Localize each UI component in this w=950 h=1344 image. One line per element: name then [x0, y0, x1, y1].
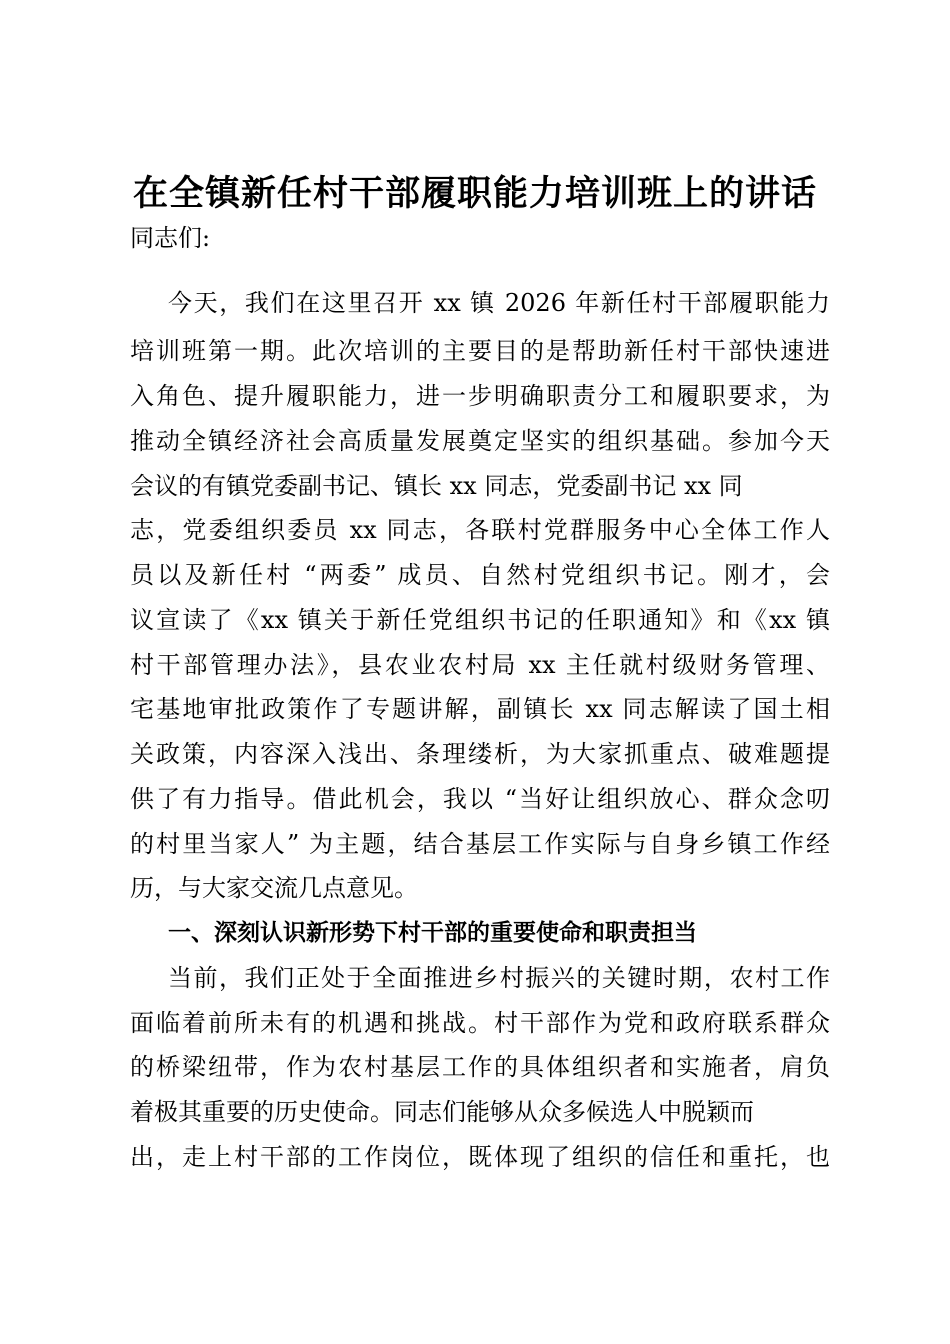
paragraph-line: 的村里当家人” 为主题，结合基层工作实际与自身乡镇工作经 [130, 830, 830, 858]
paragraph-line: 今天，我们在这里召开 xx 镇 2026 年新任村干部履职能力 [168, 289, 830, 317]
paragraph-line: 关政策，内容深入浅出、条理缕析，为大家抓重点、破难题提 [130, 740, 830, 768]
paragraph-line: 宅基地审批政策作了专题讲解，副镇长 xx 同志解读了国土相 [130, 695, 830, 723]
salutation: 同志们: [130, 224, 211, 252]
paragraph-line: 员以及新任村 “两委” 成员、自然村党组织书记。刚才，会 [130, 561, 830, 589]
paragraph-line: 会议的有镇党委副书记、镇长 xx 同志，党委副书记 xx 同 [130, 472, 743, 500]
paragraph-line: 着极其重要的历史使命。同志们能够从众多候选人中脱颖而 [130, 1098, 754, 1126]
paragraph-line: 面临着前所未有的机遇和挑战。村干部作为党和政府联系群众 [130, 1009, 830, 1037]
paragraph-line: 推动全镇经济社会高质量发展奠定坚实的组织基础。参加今天 [130, 427, 830, 455]
paragraph-line: 供了有力指导。借此机会，我以 “当好让组织放心、群众念叨 [130, 785, 830, 813]
paragraph-line: 村干部管理办法》，县农业农村局 xx 主任就村级财务管理、 [130, 651, 830, 679]
paragraph-line: 志，党委组织委员 xx 同志，各联村党群服务中心全体工作人 [130, 516, 830, 544]
paragraph-line: 议宣读了《xx 镇关于新任党组织书记的任职通知》和《xx 镇 [130, 606, 830, 634]
paragraph-line: 入角色、提升履职能力，进一步明确职责分工和履职要求，为 [130, 382, 830, 410]
paragraph-line: 培训班第一期。此次培训的主要目的是帮助新任村干部快速进 [130, 337, 830, 365]
section-heading: 一、深刻认识新形势下村干部的重要使命和职责担当 [168, 920, 697, 946]
paragraph-line: 的桥梁纽带，作为农村基层工作的具体组织者和实施者，肩负 [130, 1053, 830, 1081]
document-title: 在全镇新任村干部履职能力培训班上的讲话 [132, 174, 817, 214]
paragraph-line: 当前，我们正处于全面推进乡村振兴的关键时期，农村工作 [168, 964, 830, 992]
paragraph-line: 出，走上村干部的工作岗位，既体现了组织的信任和重托，也 [130, 1143, 830, 1171]
paragraph-line: 历，与大家交流几点意见。 [130, 874, 418, 902]
